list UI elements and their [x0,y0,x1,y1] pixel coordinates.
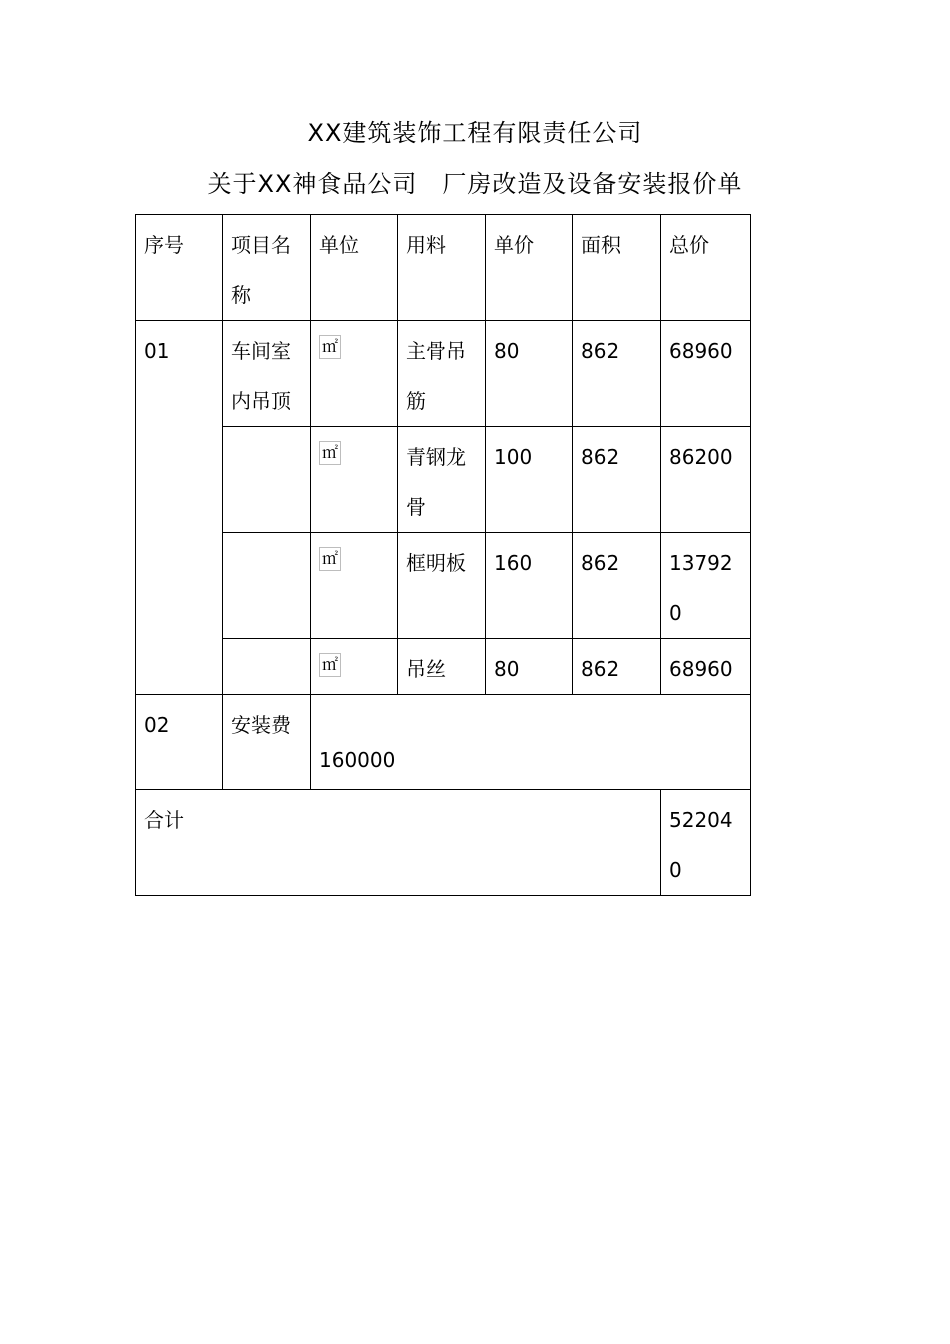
table-row [136,533,751,639]
total-price-cell: 86200 [661,427,751,533]
material-cell: 青钢龙骨 [398,427,486,533]
area-cell: 862 [573,639,661,695]
unit-price-cell: 80 [486,321,573,427]
unit-cell [311,639,398,695]
unit-cell [311,533,398,639]
unit-label: ㎡ [319,547,341,571]
quotation-table [135,214,751,896]
header-total-price: 总价 [661,215,751,321]
header-area: 面积 [573,215,661,321]
item-name-cell: 车间室内吊顶 [223,321,311,427]
company-title: XX建筑装饰工程有限责任公司 [307,119,643,147]
item-name-cell [223,427,311,533]
table-header-row [136,215,751,321]
header-item-name: 项目名称 [223,215,311,321]
unit-cell [311,427,398,533]
header-index: 序号 [136,215,223,321]
quotation-title: 关于XX神食品公司 厂房改造及设备安装报价单 [207,170,743,198]
summary-label-cell: 合计 [136,790,661,896]
unit-cell [311,321,398,427]
header-material: 用料 [398,215,486,321]
area-cell: 862 [573,533,661,639]
summary-row [136,790,751,896]
material-cell: 吊丝 [398,639,486,695]
unit-price-cell: 100 [486,427,573,533]
unit-price-cell: 80 [486,639,573,695]
unit-label: ㎡ [319,335,341,359]
total-price-cell: 137920 [661,533,751,639]
area-cell: 862 [573,321,661,427]
table-row [136,427,751,533]
header-unit: 单位 [311,215,398,321]
installation-fee-cell: 160000 [311,695,751,790]
table-row [136,639,751,695]
item-name-cell [223,533,311,639]
group-index-cell: 01 [136,321,223,695]
unit-label: ㎡ [319,653,341,677]
total-price-cell: 68960 [661,639,751,695]
area-cell: 862 [573,427,661,533]
unit-label: ㎡ [319,441,341,465]
total-price-cell: 68960 [661,321,751,427]
header-unit-price: 单价 [486,215,573,321]
table-row [136,695,751,790]
item-name-cell: 安装费 [223,695,311,790]
group-index-cell: 02 [136,695,223,790]
table-row [136,321,751,427]
unit-price-cell: 160 [486,533,573,639]
item-name-cell [223,639,311,695]
material-cell: 主骨吊筋 [398,321,486,427]
grand-total-cell: 522040 [661,790,751,896]
material-cell: 框明板 [398,533,486,639]
